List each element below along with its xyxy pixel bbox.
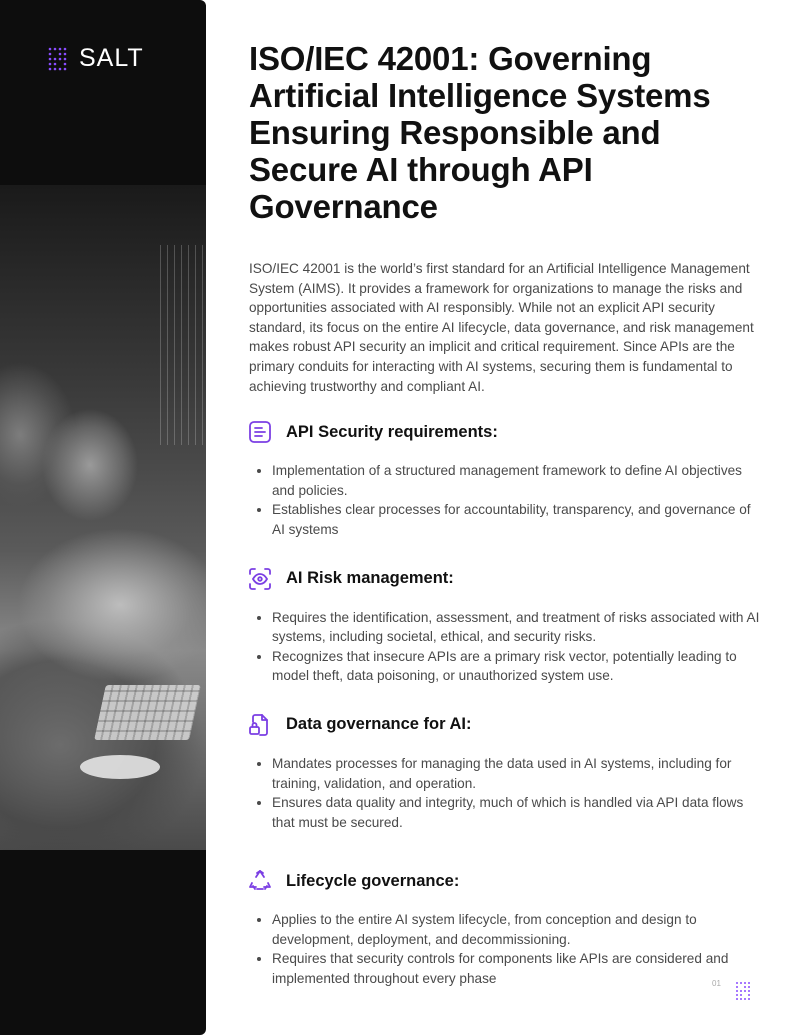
section-ai-risk	[249, 564, 764, 686]
salt-logo	[47, 44, 144, 73]
section-header	[249, 564, 764, 594]
list-item: • Applies to the entire AI system lifecycle, from conception and design to development, deployment, and decommissioning.	[272, 910, 764, 949]
list-item: • Ensures data quality and integrity, much of which is handled via API data flows that must be secured.	[272, 793, 764, 832]
list-item: • Recognizes that insecure APIs are a primary risk vector, potentially leading to model theft, data poisoning, or unauthorized system use.	[272, 647, 764, 686]
photo-screen-lines	[160, 245, 206, 445]
salt-logo-text: SALT	[79, 44, 144, 72]
page-title: ISO/IEC 42001: Governing Artificial Intelligence Systems Ensuring Responsible and Secure AI through API Governance	[249, 40, 711, 225]
bullet-list	[249, 608, 764, 686]
photo-keyboard	[94, 685, 201, 740]
team-photo	[0, 185, 206, 850]
section-header	[249, 417, 764, 447]
recycle-icon	[247, 868, 273, 894]
salt-corner-mark-icon	[735, 981, 753, 1003]
section-title: Data governance for AI:	[286, 715, 472, 734]
document-list-icon	[247, 419, 273, 445]
list-item: • Requires the identification, assessment, and treatment of risks associated with AI systems, including societal, ethical, and security risks.	[272, 608, 764, 647]
page-number: 01	[712, 979, 721, 988]
eye-scan-icon	[247, 566, 273, 592]
list-item: • Mandates processes for managing the data used in AI systems, including for training, validation, and operation.	[272, 754, 764, 793]
section-api-security	[249, 417, 764, 539]
intro-paragraph: ISO/IEC 42001 is the world’s first standard for an Artificial Intelligence Management System (AIMS). It provides a framework for organizations to manage the risks and opportunities associated with AI responsibly. While not an explicit API security standard, its focus on the entire AI lifecycle, data governance, and risk management makes robust API security an implicit and critical requirement. Since APIs are the primary conduits for interacting with AI systems, securing them is fundamental to achieving trustworthy and compliant AI.	[249, 261, 754, 394]
bullet-list	[249, 910, 764, 988]
bullet-list	[249, 754, 764, 832]
left-image-panel	[0, 0, 206, 1035]
section-title: API Security requirements:	[286, 422, 498, 441]
photo-mouse	[80, 755, 160, 779]
main-content	[249, 40, 764, 989]
section-header	[249, 866, 764, 896]
list-item: • Establishes clear processes for accountability, transparency, and governance of AI systems	[272, 500, 764, 539]
file-lock-icon	[247, 712, 273, 738]
list-item: • Implementation of a structured management framework to define AI objectives and policies.	[272, 461, 764, 500]
list-item: • Requires that security controls for components like APIs are considered and implemented throughout every phase	[272, 949, 764, 988]
bullet-list	[249, 461, 764, 539]
section-title: AI Risk management:	[286, 569, 454, 588]
salt-logo-mark-icon	[47, 46, 69, 72]
section-lifecycle-governance	[249, 866, 764, 988]
section-title: Lifecycle governance:	[286, 871, 460, 890]
section-data-governance	[249, 710, 764, 832]
section-header	[249, 710, 764, 740]
